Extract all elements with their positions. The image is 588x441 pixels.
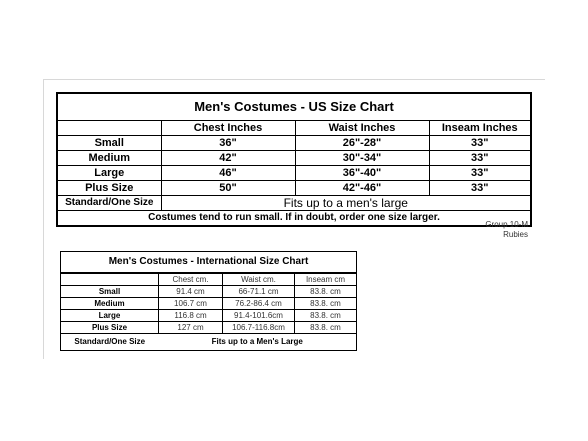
us-size-label: Large: [57, 166, 161, 181]
us-standard-value: Fits up to a men's large: [161, 196, 531, 211]
intl-header-chest: Chest cm.: [159, 273, 223, 286]
us-size-label: Small: [57, 136, 161, 151]
us-header-waist: Waist Inches: [295, 121, 429, 136]
intl-inseam-value: 83.8. cm: [295, 310, 357, 322]
intl-row-small: [61, 286, 357, 298]
intl-row-medium: [61, 298, 357, 310]
intl-waist-value: 66-71.1 cm: [223, 286, 295, 298]
intl-row-standard: [61, 334, 357, 351]
us-sizing-note: Costumes tend to run small. If in doubt, order one size larger.: [57, 211, 531, 227]
us-row-note: [57, 211, 531, 227]
us-waist-value: 30"-34": [295, 151, 429, 166]
us-row-standard: [57, 196, 531, 211]
intl-header-waist: Waist cm.: [223, 273, 295, 286]
intl-size-label: Large: [61, 310, 159, 322]
intl-chart-title: Men's Costumes - International Size Chart: [61, 252, 357, 274]
intl-size-label: Medium: [61, 298, 159, 310]
us-standard-label: Standard/One Size: [57, 196, 161, 211]
us-size-label: Plus Size: [57, 181, 161, 196]
us-waist-value: 42"-46": [295, 181, 429, 196]
us-inseam-value: 33": [429, 151, 531, 166]
us-chest-value: 36": [161, 136, 295, 151]
us-row-large: [57, 166, 531, 181]
us-inseam-value: 33": [429, 166, 531, 181]
us-waist-value: 36"-40": [295, 166, 429, 181]
intl-header-inseam: Inseam cm: [295, 273, 357, 286]
group-code: Group 10-M: [485, 220, 528, 229]
page-frame-top: [43, 79, 545, 80]
intl-standard-label: Standard/One Size: [74, 337, 146, 346]
intl-chest-value: 91.4 cm: [159, 286, 223, 298]
intl-chest-value: 106.7 cm: [159, 298, 223, 310]
us-size-chart: [56, 92, 532, 227]
brand-name: Rubies: [503, 230, 528, 239]
intl-header-empty: [61, 273, 159, 286]
us-chart-title: Men's Costumes - US Size Chart: [57, 93, 531, 121]
intl-waist-value: 76.2-86.4 cm: [223, 298, 295, 310]
intl-size-label: Small: [61, 286, 159, 298]
us-inseam-value: 33": [429, 181, 531, 196]
intl-inseam-value: 83.8. cm: [295, 298, 357, 310]
us-chest-value: 46": [161, 166, 295, 181]
intl-row-large: [61, 310, 357, 322]
intl-inseam-value: 83.8. cm: [295, 322, 357, 334]
us-header-inseam: Inseam Inches: [429, 121, 531, 136]
intl-inseam-value: 83.8. cm: [295, 286, 357, 298]
international-size-chart: [60, 251, 357, 351]
intl-waist-value: 106.7-116.8cm: [223, 322, 295, 334]
page-frame-left: [43, 79, 44, 359]
intl-header-row: [61, 273, 357, 286]
intl-row-plus: [61, 322, 357, 334]
intl-size-label: Plus Size: [61, 322, 159, 334]
us-row-plus: [57, 181, 531, 196]
group-info: [468, 220, 528, 240]
us-header-empty: [57, 121, 161, 136]
intl-chest-value: 127 cm: [159, 322, 223, 334]
us-size-label: Medium: [57, 151, 161, 166]
us-header-row: [57, 121, 531, 136]
intl-chest-value: 116.8 cm: [159, 310, 223, 322]
us-chest-value: 42": [161, 151, 295, 166]
us-chest-value: 50": [161, 181, 295, 196]
us-row-small: [57, 136, 531, 151]
us-inseam-value: 33": [429, 136, 531, 151]
intl-standard-value: Fits up to a Men's Large: [211, 337, 303, 346]
us-row-medium: [57, 151, 531, 166]
us-waist-value: 26"-28": [295, 136, 429, 151]
intl-waist-value: 91.4-101.6cm: [223, 310, 295, 322]
us-header-chest: Chest Inches: [161, 121, 295, 136]
